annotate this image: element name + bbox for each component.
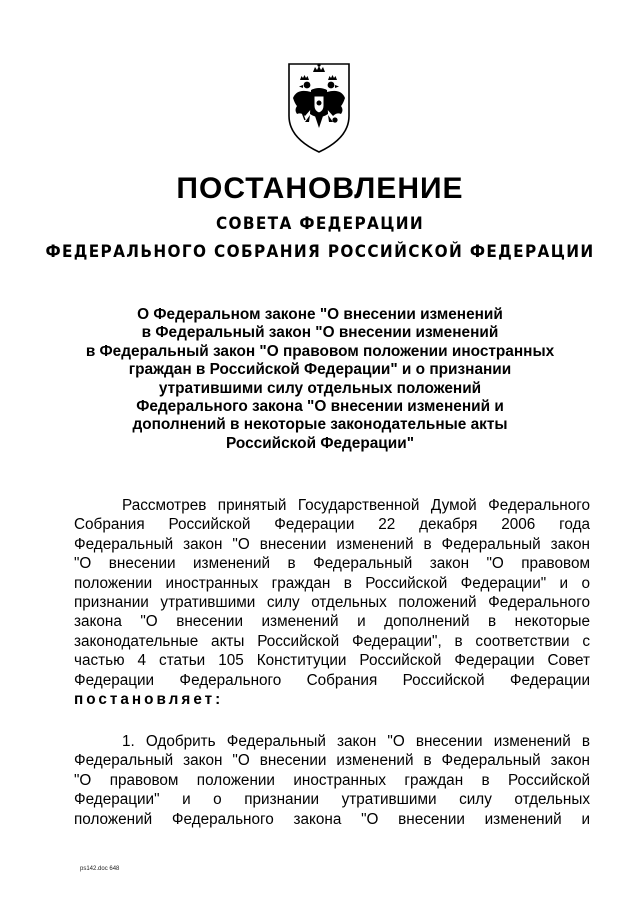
heading-line: утратившими силу отдельных положений xyxy=(158,379,482,397)
issuer-line-2: ФЕДЕРАЛЬНОГО СОБРАНИЯ РОССИЙСКОЙ ФЕДЕРАЦИИ xyxy=(45,242,595,262)
paragraph-line: положений Федерального закона "О внесении изменений и xyxy=(74,810,590,828)
issuer-line-1: СОВЕТА ФЕДЕРАЦИИ xyxy=(215,214,425,234)
heading-line: О Федеральном законе "О внесении изменений xyxy=(137,306,503,323)
file-code: ps142.doc 648 xyxy=(80,866,120,872)
paragraph-line: Федеральный закон "О внесении изменений в Федеральный закон xyxy=(74,752,590,770)
russian-coat-of-arms-icon xyxy=(283,58,355,156)
paragraph-line: "О правовом положении иностранных граждан в Российской xyxy=(74,771,590,789)
paragraph-line: Федерации" и о признании утратившими силу отдельных xyxy=(74,791,590,809)
resolution-heading xyxy=(40,306,600,453)
heading-line: Российской Федерации" xyxy=(226,434,414,452)
item-1-paragraph xyxy=(74,732,590,829)
paragraph-line: Рассмотрев принятый Государственной Думой Федерального xyxy=(122,497,590,514)
heading-line: Федерального закона "О внесении изменений и xyxy=(136,398,504,416)
paragraph-line: Федеральный закон "О внесении изменений в Федеральный закон xyxy=(74,535,590,553)
heading-line: дополнений в некоторые законодательные акты xyxy=(132,416,508,434)
preamble-paragraph xyxy=(74,496,590,709)
paragraph-line: частью 4 статьи 105 Конституции Российской Федерации Совет xyxy=(74,652,590,670)
heading-line: в Федеральный закон "О внесении изменений xyxy=(141,324,499,342)
paragraph-line: законодательные акты Российской Федерации", в соответствии с xyxy=(74,632,590,650)
heading-line: в Федеральный закон "О правовом положении иностранных xyxy=(85,342,555,360)
resolves-word: постановляет: xyxy=(74,690,224,708)
paragraph-line: 1. Одобрить Федеральный закон "О внесении изменений в xyxy=(122,733,590,750)
paragraph-line: "О внесении изменений в Федеральный закон "О правовом xyxy=(74,555,590,573)
document-title: ПОСТАНОВЛЕНИЕ xyxy=(176,172,464,205)
heading-line: граждан в Российской Федерации" и о признании xyxy=(128,361,512,379)
resolves-word-line xyxy=(74,690,590,709)
paragraph-line: закона "О внесении изменений и дополнений в некоторые xyxy=(74,613,590,631)
paragraph-line: положении иностранных граждан в Российской Федерации" и о xyxy=(74,574,590,592)
paragraph-line: Собрания Российской Федерации 22 декабря 2006 года xyxy=(74,516,590,534)
paragraph-line: Федерации Федерального Собрания Российской Федерации xyxy=(74,671,590,689)
paragraph-line: признании утратившими силу отдельных положений Федерального xyxy=(74,593,590,611)
